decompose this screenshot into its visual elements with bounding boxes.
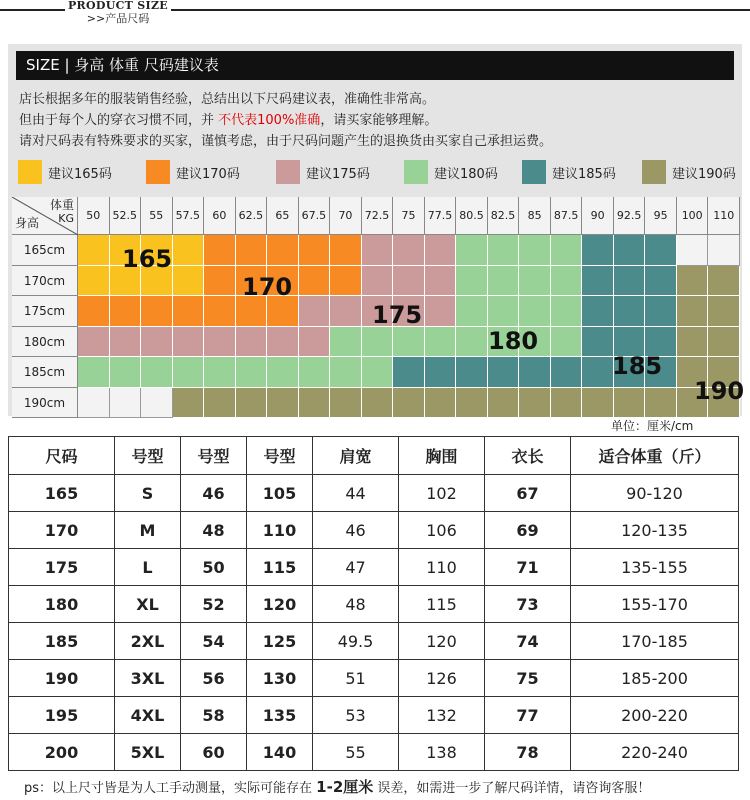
grid-cell — [236, 235, 268, 266]
grid-cell — [362, 388, 394, 419]
table-cell: 180 — [9, 586, 115, 623]
weight-header-75: 75 — [393, 197, 425, 235]
column-header-6: 衣长 — [485, 437, 571, 475]
table-cell: 60 — [181, 734, 247, 771]
weight-header-67.5: 67.5 — [299, 197, 331, 235]
weight-header-100: 100 — [677, 197, 709, 235]
grid-cell — [519, 296, 551, 327]
table-cell: 185-200 — [571, 660, 739, 697]
grid-cell — [299, 327, 331, 358]
grid-cell — [488, 266, 520, 297]
grid-cell — [645, 388, 677, 419]
grid-cell — [582, 327, 614, 358]
grid-cell — [362, 327, 394, 358]
grid-cell — [456, 357, 488, 388]
table-cell: 73 — [485, 586, 571, 623]
legend-item-建议190码 — [642, 159, 736, 185]
grid-cell — [110, 296, 142, 327]
grid-cell — [551, 235, 583, 266]
footnote-part-a: ps：以上尺寸皆是为人工手动测量，实际可能存在 — [24, 781, 317, 796]
grid-cell — [330, 327, 362, 358]
grid-cell — [267, 388, 299, 419]
table-cell: 185 — [9, 623, 115, 660]
grid-cell — [393, 357, 425, 388]
grid-corner — [12, 197, 78, 235]
weight-header-92.5: 92.5 — [614, 197, 646, 235]
grid-cell — [78, 327, 110, 358]
column-header-0: 尺码 — [9, 437, 115, 475]
grid-cell — [299, 357, 331, 388]
grid-cell — [299, 388, 331, 419]
weight-header-57.5: 57.5 — [173, 197, 205, 235]
height-label-180cm: 180cm — [12, 327, 78, 358]
weight-header-80.5: 80.5 — [456, 197, 488, 235]
table-cell: 120 — [399, 623, 485, 660]
table-row — [9, 660, 739, 697]
legend-swatch — [522, 160, 546, 184]
size-legend — [18, 159, 742, 185]
table-cell: 220-240 — [571, 734, 739, 771]
column-header-2: 号型 — [181, 437, 247, 475]
table-cell: 71 — [485, 549, 571, 586]
grid-cell — [78, 357, 110, 388]
height-label-170cm: 170cm — [12, 266, 78, 297]
grid-cell — [425, 327, 457, 358]
table-cell: 46 — [181, 475, 247, 512]
table-cell: 155-170 — [571, 586, 739, 623]
grid-cell — [677, 266, 709, 297]
note-2-part-a: 但由于每个人的穿衣习惯不同，并 — [19, 113, 219, 128]
table-cell: 54 — [181, 623, 247, 660]
grid-cell — [393, 266, 425, 297]
table-cell: 102 — [399, 475, 485, 512]
weight-header-82.5: 82.5 — [488, 197, 520, 235]
grid-cell — [488, 235, 520, 266]
legend-label: 建议175码 — [306, 166, 370, 182]
legend-swatch — [642, 160, 666, 184]
grid-cell — [456, 266, 488, 297]
grid-cell — [173, 388, 205, 419]
grid-cell — [677, 327, 709, 358]
panel-notes — [19, 89, 552, 152]
table-cell: 105 — [247, 475, 313, 512]
grid-cell — [582, 235, 614, 266]
weight-header-65: 65 — [267, 197, 299, 235]
grid-cell — [456, 327, 488, 358]
grid-cell — [173, 235, 205, 266]
legend-item-建议180码 — [404, 159, 498, 185]
weight-header-50: 50 — [78, 197, 110, 235]
table-cell: 5XL — [115, 734, 181, 771]
grid-cell — [204, 357, 236, 388]
grid-cell — [330, 357, 362, 388]
table-cell: 125 — [247, 623, 313, 660]
grid-cell — [141, 357, 173, 388]
footnote — [24, 776, 650, 797]
legend-label: 建议180码 — [434, 166, 498, 182]
unit-label: 单位：厘米/cm — [611, 419, 694, 433]
table-cell: 132 — [399, 697, 485, 734]
legend-item-建议185码 — [522, 159, 616, 185]
grid-cell — [267, 327, 299, 358]
grid-cell — [236, 357, 268, 388]
footnote-tolerance: 1-2厘米 — [316, 778, 374, 796]
table-cell: 44 — [313, 475, 399, 512]
grid-cell — [425, 235, 457, 266]
spec-header-row — [9, 437, 739, 475]
footnote-part-c: 误差，如需进一步了解尺码详情，请咨询客服！ — [373, 781, 651, 796]
table-cell: 115 — [247, 549, 313, 586]
size-spec-table — [8, 436, 739, 771]
grid-cell — [78, 235, 110, 266]
table-cell: 110 — [399, 549, 485, 586]
height-label-185cm: 185cm — [12, 357, 78, 388]
legend-item-建议175码 — [276, 159, 370, 185]
grid-cell — [551, 327, 583, 358]
table-cell: 135-155 — [571, 549, 739, 586]
grid-cell — [173, 357, 205, 388]
grid-cell — [425, 296, 457, 327]
table-cell: 69 — [485, 512, 571, 549]
table-row — [9, 549, 739, 586]
table-cell: 77 — [485, 697, 571, 734]
grid-cell — [488, 357, 520, 388]
grid-cell — [488, 388, 520, 419]
grid-cell — [330, 235, 362, 266]
table-row — [9, 623, 739, 660]
table-cell: 126 — [399, 660, 485, 697]
legend-label: 建议185码 — [552, 166, 616, 182]
weight-header-95: 95 — [645, 197, 677, 235]
table-cell: 78 — [485, 734, 571, 771]
table-cell: 106 — [399, 512, 485, 549]
table-cell: L — [115, 549, 181, 586]
grid-cell — [330, 296, 362, 327]
note-2-part-b: ，请买家能够理解。 — [320, 113, 438, 128]
table-cell: 4XL — [115, 697, 181, 734]
grid-cell — [708, 296, 740, 327]
column-header-4: 肩宽 — [313, 437, 399, 475]
grid-cell — [173, 266, 205, 297]
grid-cell — [78, 388, 110, 419]
weight-header-70: 70 — [330, 197, 362, 235]
grid-cell — [551, 266, 583, 297]
weight-header-62.5: 62.5 — [236, 197, 268, 235]
grid-cell — [551, 296, 583, 327]
table-cell: 47 — [313, 549, 399, 586]
grid-cell — [110, 327, 142, 358]
weight-header-85: 85 — [519, 197, 551, 235]
table-cell: 115 — [399, 586, 485, 623]
legend-swatch — [146, 160, 170, 184]
size-label-165: 165 — [122, 245, 173, 273]
table-cell: 190 — [9, 660, 115, 697]
table-cell: 140 — [247, 734, 313, 771]
spec-body — [9, 475, 739, 771]
table-cell: 170 — [9, 512, 115, 549]
size-label-190: 190 — [694, 377, 745, 405]
size-label-180: 180 — [488, 327, 539, 355]
column-header-7: 适合体重（斤） — [571, 437, 739, 475]
grid-cell — [677, 296, 709, 327]
kg-unit-label: KG — [58, 212, 74, 225]
header-title-en: PRODUCT SIZE — [67, 0, 168, 12]
table-cell: 130 — [247, 660, 313, 697]
table-cell: 50 — [181, 549, 247, 586]
grid-cell — [330, 388, 362, 419]
table-cell: 3XL — [115, 660, 181, 697]
grid-cell — [645, 266, 677, 297]
grid-cell — [551, 388, 583, 419]
grid-cell — [582, 296, 614, 327]
table-cell: 175 — [9, 549, 115, 586]
grid-cell — [236, 327, 268, 358]
grid-cell — [425, 357, 457, 388]
grid-cell — [519, 357, 551, 388]
table-cell: 75 — [485, 660, 571, 697]
legend-item-建议165码 — [18, 159, 112, 185]
table-cell: 138 — [399, 734, 485, 771]
table-row — [9, 512, 739, 549]
grid-cell — [456, 296, 488, 327]
legend-swatch — [276, 160, 300, 184]
grid-cell — [582, 266, 614, 297]
grid-cell — [614, 388, 646, 419]
size-label-170: 170 — [242, 273, 293, 301]
table-cell: 200-220 — [571, 697, 739, 734]
table-cell: 195 — [9, 697, 115, 734]
grid-cell — [78, 266, 110, 297]
table-cell: 2XL — [115, 623, 181, 660]
grid-cell — [645, 296, 677, 327]
column-header-5: 胸围 — [399, 437, 485, 475]
grid-cell — [582, 357, 614, 388]
size-grid — [12, 197, 745, 413]
size-label-175: 175 — [372, 301, 423, 329]
grid-cell — [677, 235, 709, 266]
table-cell: 49.5 — [313, 623, 399, 660]
height-label-190cm: 190cm — [12, 388, 78, 419]
grid-cell — [708, 266, 740, 297]
legend-label: 建议190码 — [672, 166, 736, 182]
grid-cell — [299, 235, 331, 266]
weight-header-55: 55 — [141, 197, 173, 235]
table-cell: 165 — [9, 475, 115, 512]
grid-cell — [173, 327, 205, 358]
table-cell: M — [115, 512, 181, 549]
grid-cell — [551, 357, 583, 388]
legend-swatch — [404, 160, 428, 184]
grid-cell — [425, 266, 457, 297]
grid-cell — [488, 296, 520, 327]
grid-cell — [614, 266, 646, 297]
table-row — [9, 697, 739, 734]
size-recommendation-panel — [8, 44, 745, 416]
legend-item-建议170码 — [146, 159, 240, 185]
grid-cell — [708, 327, 740, 358]
table-cell: 67 — [485, 475, 571, 512]
table-cell: 90-120 — [571, 475, 739, 512]
table-row — [9, 734, 739, 771]
grid-cell — [173, 296, 205, 327]
grid-cell — [708, 235, 740, 266]
grid-cell — [110, 357, 142, 388]
grid-cell — [204, 235, 236, 266]
weight-header-87.5: 87.5 — [551, 197, 583, 235]
grid-cell — [141, 388, 173, 419]
grid-cell — [519, 388, 551, 419]
table-row — [9, 586, 739, 623]
grid-cell — [519, 235, 551, 266]
grid-cell — [204, 296, 236, 327]
column-header-1: 号型 — [115, 437, 181, 475]
table-cell: 48 — [181, 512, 247, 549]
grid-cell — [362, 266, 394, 297]
grid-cell — [519, 266, 551, 297]
table-row — [9, 475, 739, 512]
table-cell: 135 — [247, 697, 313, 734]
height-label-165cm: 165cm — [12, 235, 78, 266]
note-line-1: 店长根据多年的服装销售经验，总结出以下尺码建议表，准确性非常高。 — [19, 92, 436, 107]
weight-header-60: 60 — [204, 197, 236, 235]
grid-cell — [110, 388, 142, 419]
grid-cell — [393, 235, 425, 266]
grid-cell — [236, 388, 268, 419]
weight-header-77.5: 77.5 — [425, 197, 457, 235]
grid-cell — [393, 388, 425, 419]
grid-cell — [645, 235, 677, 266]
table-cell: 200 — [9, 734, 115, 771]
table-cell: 74 — [485, 623, 571, 660]
table-cell: 51 — [313, 660, 399, 697]
table-cell: 120 — [247, 586, 313, 623]
weight-header-52.5: 52.5 — [110, 197, 142, 235]
size-label-185: 185 — [612, 352, 663, 380]
table-cell: 58 — [181, 697, 247, 734]
table-cell: 46 — [313, 512, 399, 549]
table-cell: 110 — [247, 512, 313, 549]
table-cell: 52 — [181, 586, 247, 623]
product-size-header — [0, 0, 750, 30]
table-cell: 55 — [313, 734, 399, 771]
table-cell: XL — [115, 586, 181, 623]
header-label — [65, 0, 171, 26]
grid-cell — [299, 296, 331, 327]
weight-axis-label: 体重 — [49, 198, 74, 212]
grid-cell — [141, 327, 173, 358]
panel-title: SIZE | 身高 体重 尺码建议表 — [16, 51, 734, 80]
grid-cell — [456, 235, 488, 266]
weight-header-110: 110 — [708, 197, 740, 235]
grid-cell — [425, 388, 457, 419]
grid-cell — [362, 357, 394, 388]
grid-cell — [393, 327, 425, 358]
table-cell: 170-185 — [571, 623, 739, 660]
height-label-175cm: 175cm — [12, 296, 78, 327]
table-cell: S — [115, 475, 181, 512]
grid-cell — [362, 235, 394, 266]
weight-header-72.5: 72.5 — [362, 197, 394, 235]
grid-cell — [267, 235, 299, 266]
table-cell: 120-135 — [571, 512, 739, 549]
weight-header-90: 90 — [582, 197, 614, 235]
grid-cell — [614, 235, 646, 266]
grid-cell — [78, 296, 110, 327]
note-line-2 — [19, 110, 552, 131]
table-cell: 53 — [313, 697, 399, 734]
grid-cell — [204, 266, 236, 297]
grid-cell — [141, 296, 173, 327]
table-cell: 56 — [181, 660, 247, 697]
header-title-cn: >>产品尺码 — [86, 12, 150, 25]
grid-cell — [204, 327, 236, 358]
grid-cell — [614, 296, 646, 327]
legend-swatch — [18, 160, 42, 184]
legend-label: 建议165码 — [48, 166, 112, 182]
grid-cell — [267, 357, 299, 388]
grid-cell — [299, 266, 331, 297]
note-line-3: 请对尺码表有特殊要求的买家，谨慎考虑，由于尺码问题产生的退换货由买家自己承担运费。 — [19, 134, 553, 149]
grid-cell — [582, 388, 614, 419]
note-2-warning: 不代表100%准确 — [218, 113, 321, 128]
grid-cell — [330, 266, 362, 297]
grid-cell — [204, 388, 236, 419]
grid-cell — [456, 388, 488, 419]
column-header-3: 号型 — [247, 437, 313, 475]
legend-label: 建议170码 — [176, 166, 240, 182]
table-cell: 48 — [313, 586, 399, 623]
height-axis-label: 身高 — [15, 216, 40, 230]
